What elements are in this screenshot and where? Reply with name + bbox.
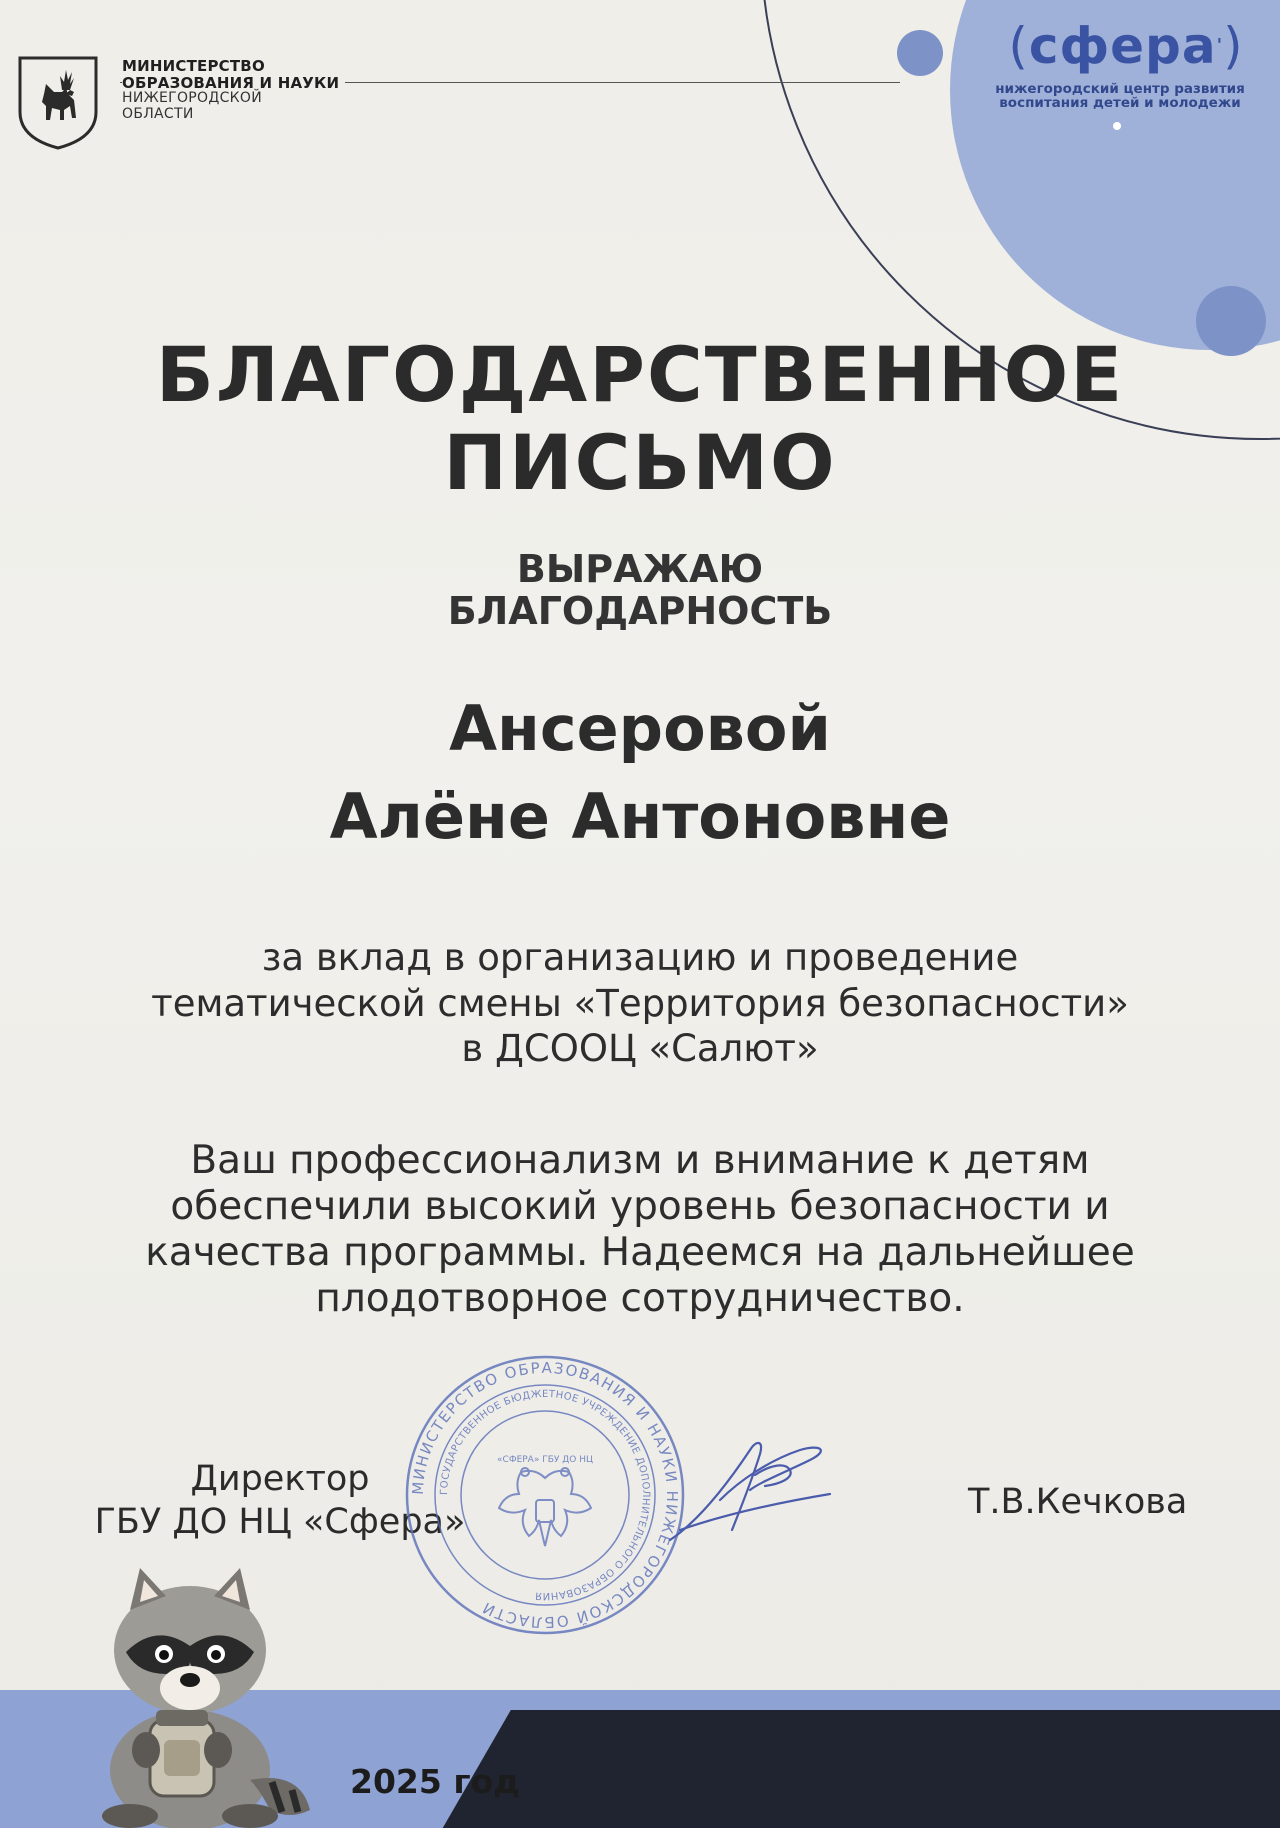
- reason-line: тематической смены «Территория безопасности»: [151, 981, 1129, 1025]
- sfera-subtitle-line: нижегородский центр развития: [995, 81, 1245, 97]
- express-heading: ВЫРАЖАЮ: [516, 547, 764, 591]
- decorative-dot: [897, 30, 943, 76]
- appreciation-line: плодотворное сотрудничество.: [315, 1276, 965, 1322]
- sfera-logo: (сфера'): [1008, 17, 1244, 75]
- raccoon-mascot-icon: [60, 1560, 320, 1828]
- signatory-title: Директор: [190, 1459, 370, 1499]
- svg-text:МИНИСТЕРСТВО ОБРАЗОВАНИЯ И НАУ: МИНИСТЕРСТВО ОБРАЗОВАНИЯ И НАУКИ НИЖЕГОРОДСКОЙ ОБЛАСТИ: [408, 1358, 682, 1632]
- sfera-subtitle: [960, 82, 1280, 110]
- footer-year: 2025 год: [350, 1762, 520, 1801]
- reason-line: в ДСООЦ «Салют»: [461, 1027, 819, 1070]
- decorative-dot-small: [1113, 122, 1121, 130]
- svg-text:«СФЕРА» ГБУ ДО НЦ: «СФЕРА» ГБУ ДО НЦ: [497, 1455, 593, 1465]
- signatory-name: Т.В.Кечкова: [968, 1482, 1188, 1522]
- reason-paragraph: [40, 935, 1240, 1072]
- appreciation-line: качества программы. Надеемся на дальнейшее: [145, 1230, 1135, 1276]
- express-heading: БЛАГОДАРНОСТЬ: [447, 589, 833, 633]
- recipient-name: Ансеровой: [449, 692, 831, 765]
- ministry-line: НИЖЕГОРОДСКОЙ: [122, 90, 262, 107]
- letter-title: БЛАГОДАРСТВЕННОЕ: [155, 330, 1125, 419]
- handwritten-signature: [660, 1420, 840, 1560]
- sfera-logo-text: сфера: [1028, 17, 1217, 75]
- ministry-line: ОБЛАСТИ: [122, 105, 194, 122]
- official-stamp-icon: [400, 1350, 690, 1640]
- appreciation-paragraph: [40, 1138, 1240, 1322]
- letter-title: ПИСЬМО: [443, 418, 837, 507]
- ministry-line: ОБРАЗОВАНИЯ И НАУКИ: [122, 75, 345, 91]
- recipient-name: Алёне Антоновне: [329, 780, 951, 853]
- appreciation-line: обеспечили высокий уровень безопасности и: [170, 1184, 1110, 1230]
- appreciation-line: Ваш профессионализм и внимание к детям: [190, 1138, 1090, 1183]
- footer-dark-stripe: [430, 1710, 1280, 1828]
- signatory-organization: ГБУ ДО НЦ «Сфера»: [94, 1501, 466, 1542]
- sfera-subtitle-line: воспитания детей и молодежи: [999, 95, 1241, 112]
- ministry-line: МИНИСТЕРСТВО: [122, 57, 265, 75]
- coat-of-arms-deer-icon: [16, 54, 100, 150]
- ministry-block: [122, 58, 345, 122]
- svg-text:ГОСУДАРСТВЕННОЕ БЮДЖЕТНОЕ УЧРЕ: ГОСУДАРСТВЕННОЕ БЮДЖЕТНОЕ УЧРЕЖДЕНИЕ ДОПОЛНИТЕЛЬНОГО ОБРАЗОВАНИЯ: [438, 1388, 652, 1602]
- reason-line: за вклад в организацию и проведение: [261, 936, 1019, 979]
